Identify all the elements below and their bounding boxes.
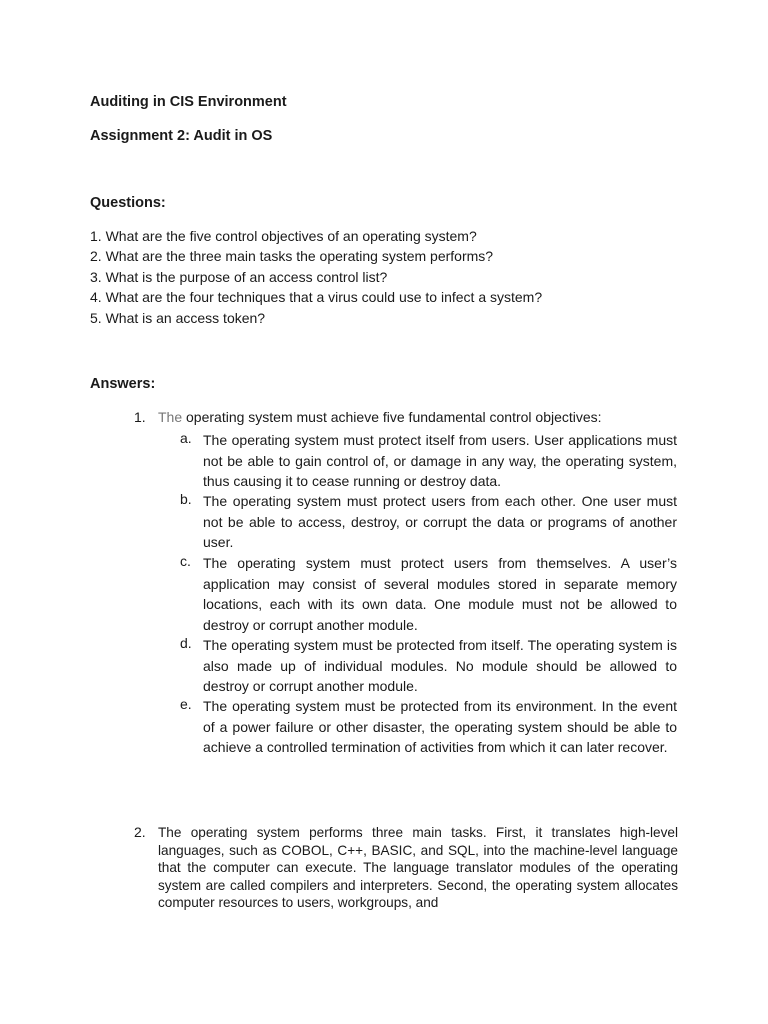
questions-heading: Questions: [90, 195, 166, 211]
course-title: Auditing in CIS Environment [90, 94, 287, 110]
answers-heading: Answers: [90, 376, 156, 392]
sub-item-letter: d. [180, 635, 192, 651]
sub-item-text: The operating system must protect users from themselves. A user’s application may consist of several modules stored in separate memory locations, each with its own data. One module must not be allowed to destroy or corrupt another module. [203, 555, 677, 633]
sub-item-letter: b. [180, 491, 192, 507]
sub-item-text: The operating system must protect itself from users. User applications must not be able to gain control of, or damage in any way, the operating system, thus causing it to cease running or destroy data. [203, 432, 677, 489]
sub-item-letter: a. [180, 430, 192, 446]
sub-item-text: The operating system must protect users from each other. One user must not be able to access, destroy, or corrupt the data or programs of another user. [203, 493, 677, 550]
answer-2-text: The operating system performs three main tasks. First, it translates high-level languages, such as COBOL, C++, BASIC, and SQL, into the machine-level language that the computer can execute. The language translator modules of the operating system are called compilers and interpreters. Second, the operating system allocates computer resources to users, workgroups, and [158, 825, 678, 910]
sub-item-text: The operating system must be protected from itself. The operating system is also made up of individual modules. No module should be allowed to destroy or corrupt another module. [203, 637, 677, 694]
question-item: 3. What is the purpose of an access control list? [90, 269, 388, 285]
question-item: 1. What are the five control objectives of an operating system? [90, 228, 477, 244]
question-item: 2. What are the three main tasks the operating system performs? [90, 248, 494, 264]
answer-1-lead [158, 409, 602, 425]
sub-item-text: The operating system must be protected from its environment. In the event of a power failure or other disaster, the operating system should be able to achieve a controlled termination of activities from which it can later recover. [203, 698, 677, 755]
sub-item-letter: c. [180, 553, 191, 569]
sub-item-letter: e. [180, 696, 192, 712]
answer-number: 1. [134, 409, 146, 425]
answer-1-lead-word: The [158, 409, 183, 425]
assignment-title: Assignment 2: Audit in OS [90, 128, 273, 144]
question-item: 5. What is an access token? [90, 310, 266, 326]
question-item: 4. What are the four techniques that a virus could use to infect a system? [90, 289, 543, 305]
answer-number: 2. [134, 824, 146, 840]
answer-1-lead-rest: operating system must achieve five fundamental control objectives: [182, 409, 602, 425]
